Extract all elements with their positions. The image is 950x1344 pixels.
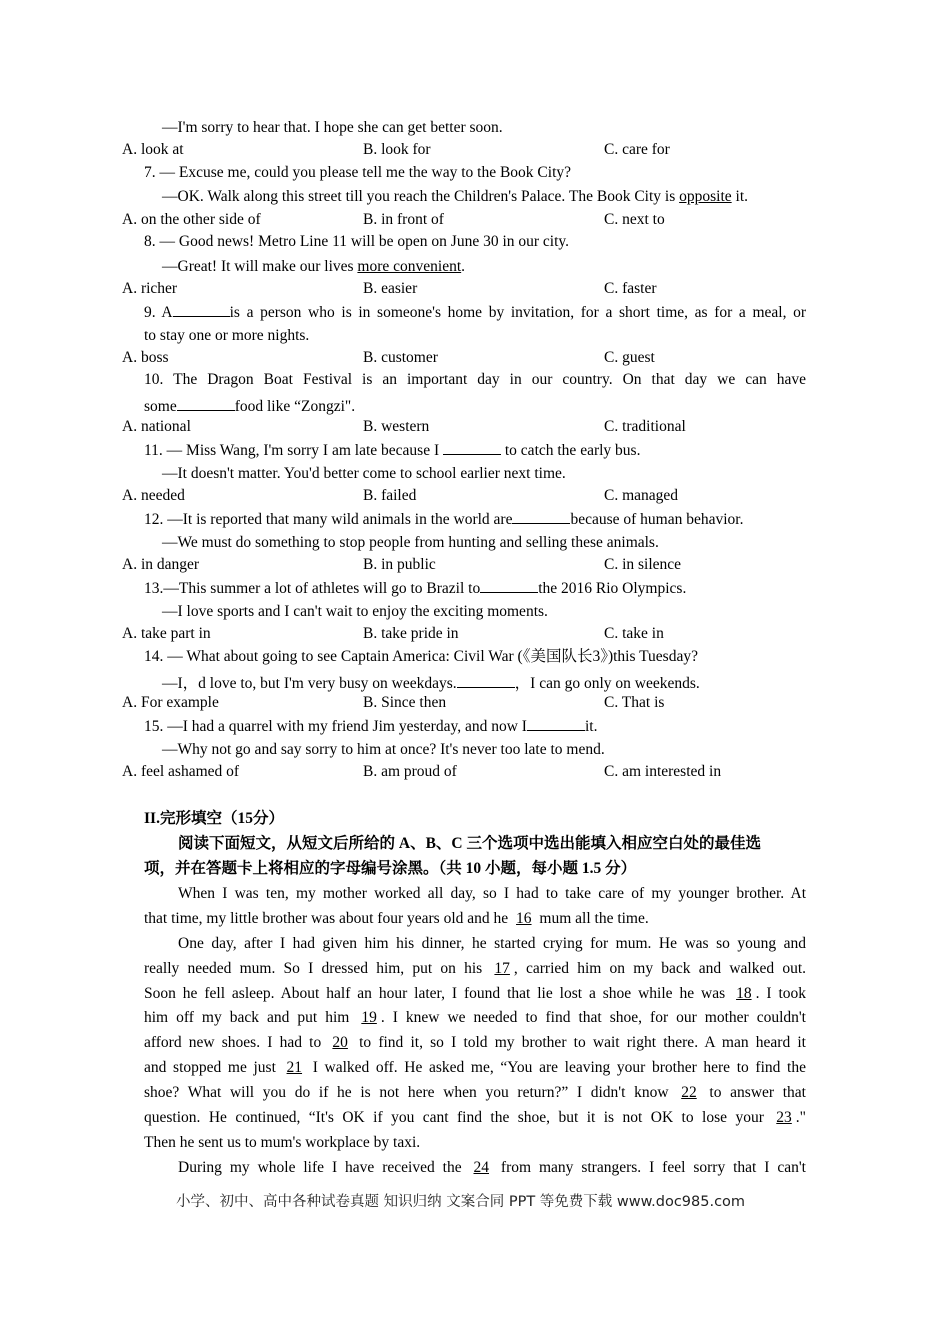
section-title: II.完形填空（15分） <box>144 810 284 827</box>
q11-option-b: B. failed <box>363 487 417 504</box>
q9-question-line1: 9. A is a person who is in someone's home by invitation, for a short time, as for a meal, or <box>144 301 806 323</box>
blank-number: 22 <box>681 1084 697 1101</box>
q15-blank <box>527 715 585 731</box>
q15-reply: —Why not go and say sorry to him at once? It's never too late to mend. <box>162 741 605 758</box>
section-instruction-line1: 阅读下面短文，从短文后所给的 A、B、C 三个选项中选出能填入相应空白处的最佳选 <box>178 835 761 852</box>
q6-option-a: A. look at <box>122 141 184 158</box>
q11-blank <box>443 439 501 455</box>
q11-question: 11. — Miss Wang, I'm sorry I am late because I to catch the early bus. <box>144 439 640 461</box>
passage-line: During my whole life I have received the 24 from many strangers. I feel sorry that I can't <box>178 1159 806 1176</box>
q12-reply: —We must do something to stop people from hunting and selling these animals. <box>162 534 659 551</box>
q10-question-line1: 10. The Dragon Boat Festival is an important day in our country. On that day we can have <box>144 371 806 388</box>
passage-line: that time, my little brother was about four years old and he 16 mum all the time. <box>144 910 649 927</box>
q9-question-line2: to stay one or more nights. <box>144 327 310 344</box>
q12-option-b: B. in public <box>363 556 436 573</box>
q13-question: 13.—This summer a lot of athletes will go to Brazil to the 2016 Rio Olympics. <box>144 577 686 599</box>
blank-number: 16 <box>516 910 532 927</box>
q14-option-b: B. Since then <box>363 694 447 711</box>
q7-option-c: C. next to <box>604 211 665 228</box>
q10-option-c: C. traditional <box>604 418 686 435</box>
q13-option-c: C. take in <box>604 625 664 642</box>
q7-option-b: B. in front of <box>363 211 444 228</box>
passage-line: When I was ten, my mother worked all day, so I had to take care of my younger brother. At <box>178 885 806 902</box>
q12-question: 12. —It is reported that many wild animals in the world are because of human behavior. <box>144 508 744 530</box>
q15-option-c: C. am interested in <box>604 763 722 780</box>
q14-blank <box>457 672 515 688</box>
blank-number: 23 <box>776 1109 792 1126</box>
passage-line: Then he sent us to mum's workplace by taxi. <box>144 1134 421 1151</box>
q7-question: 7. — Excuse me, could you please tell me the way to the Book City? <box>144 164 572 181</box>
q11-option-c: C. managed <box>604 487 679 504</box>
passage-line: really needed mum. So I dressed him, put on his 17 , carried him on my back and walked out. <box>144 960 806 977</box>
blank-number: 21 <box>286 1059 303 1076</box>
q15-option-b: B. am proud of <box>363 763 457 780</box>
q14-question: 14. — What about going to see Captain America: Civil War (《美国队长3》)this Tuesday? <box>144 648 698 665</box>
q6-option-b: B. look for <box>363 141 431 158</box>
q11-reply: —It doesn't matter. You'd better come to school earlier next time. <box>162 465 566 482</box>
blank-number: 17 <box>494 960 510 977</box>
q6-reply: —I'm sorry to hear that. I hope she can get better soon. <box>162 119 503 136</box>
q8-underlined-phrase: more convenient <box>357 258 462 275</box>
blank-number: 19 <box>361 1009 377 1026</box>
passage-line: question. He continued, “It's OK if you cant find the shoe, but it is not OK to lose your 23 ." <box>144 1109 806 1126</box>
q15-question: 15. —I had a quarrel with my friend Jim yesterday, and now I it. <box>144 715 597 737</box>
q7-option-a: A. on the other side of <box>122 211 261 228</box>
q6-option-c: C. care for <box>604 141 670 158</box>
q9-blank <box>173 301 230 317</box>
q8-option-a: A. richer <box>122 280 178 297</box>
q14-option-a: A. For example <box>122 694 219 711</box>
footer-watermark: 小学、初中、高中各种试卷真题 知识归纳 文案合同 PPT 等免费下载 www.doc985.com <box>176 1194 746 1210</box>
q14-reply: —I，d love to, but I'm very busy on weekdays. ，I can go only on weekends. <box>162 672 700 694</box>
q8-question: 8. — Good news! Metro Line 11 will be open on June 30 in our city. <box>144 233 570 250</box>
blank-number: 24 <box>473 1159 489 1176</box>
blank-number: 18 <box>736 985 752 1002</box>
q8-option-c: C. faster <box>604 280 657 297</box>
q13-option-b: B. take pride in <box>363 625 459 642</box>
q7-reply: —OK. Walk along this street till you reach the Children's Palace. The Book City is opposite it. <box>162 188 749 205</box>
blank-number: 20 <box>332 1034 348 1051</box>
q10-option-b: B. western <box>363 418 430 435</box>
q9-option-b: B. customer <box>363 349 438 366</box>
q13-reply: —I love sports and I can't wait to enjoy the exciting moments. <box>162 603 548 620</box>
q9-option-c: C. guest <box>604 349 655 366</box>
passage-line: afford new shoes. I had to 20 to find it, so I told my brother to wait right there. A man heard it <box>144 1034 806 1051</box>
q10-question-line2: some food like “Zongzi". <box>144 395 355 417</box>
q10-option-a: A. national <box>122 418 191 435</box>
q15-option-a: A. feel ashamed of <box>122 763 240 780</box>
passage-line: him off my back and put him 19 . I knew we needed to find that shoe, for our mother couldn't <box>144 1009 806 1026</box>
q9-option-a: A. boss <box>122 349 169 366</box>
q13-blank <box>480 577 538 593</box>
q7-underlined-word: opposite <box>679 188 732 205</box>
passage-line: Soon he fell asleep. About half an hour later, I found that lie lost a shoe while he was 18 . I took <box>144 985 807 1002</box>
q12-blank <box>512 508 570 524</box>
q13-option-a: A. take part in <box>122 625 211 642</box>
q12-option-a: A. in danger <box>122 556 200 573</box>
q11-option-a: A. needed <box>122 487 185 504</box>
q10-blank <box>177 395 235 411</box>
passage-line: shoe? What will you do if he is not here when you return?” I didn't know 22 to answer that <box>144 1084 806 1101</box>
section-instruction-line2: 项，并在答题卡上将相应的字母编号涂黑。（共 10 小题，每小题 1.5 分） <box>144 860 637 877</box>
q8-option-b: B. easier <box>363 280 418 297</box>
q12-option-c: C. in silence <box>604 556 682 573</box>
passage-line: One day, after I had given him his dinner, he started crying for mum. He was so young and <box>178 935 806 952</box>
q14-option-c: C. That is <box>604 694 665 711</box>
q8-reply: —Great! It will make our lives more convenient. <box>162 258 466 275</box>
passage-line: and stopped me just 21 I walked off. He asked me, “You are leaving your brother here to find the <box>144 1059 806 1076</box>
